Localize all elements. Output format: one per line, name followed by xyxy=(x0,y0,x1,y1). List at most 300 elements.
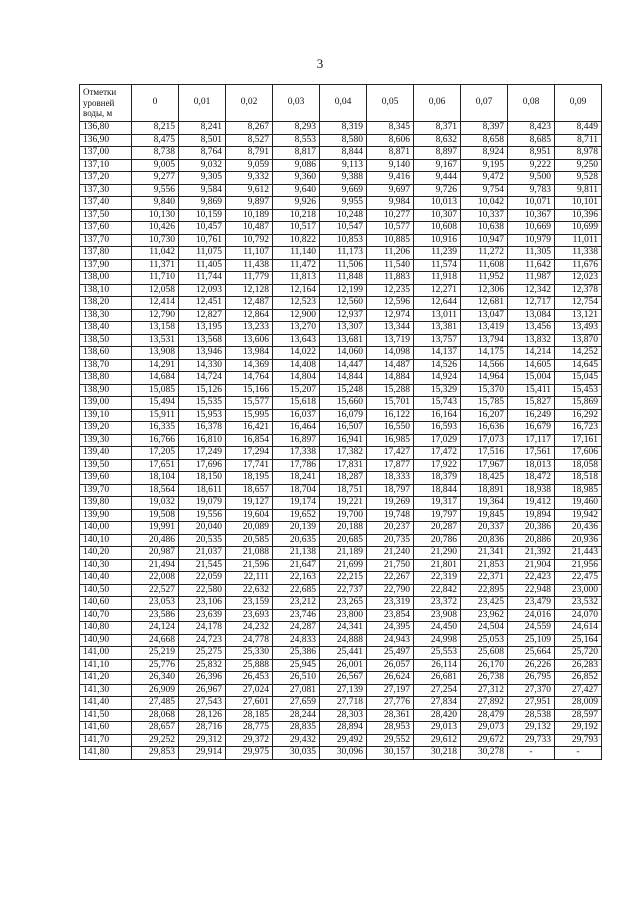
volume-cell: 17,922 xyxy=(414,459,461,472)
table-row xyxy=(80,297,602,310)
volume-cell: 24,178 xyxy=(179,622,226,635)
volume-cell: 20,337 xyxy=(461,522,508,535)
volume-cell: 23,425 xyxy=(461,597,508,610)
volume-cell: 29,612 xyxy=(414,734,461,747)
volume-cell: 29,252 xyxy=(132,734,179,747)
table-row xyxy=(80,384,602,397)
volume-cell: 15,126 xyxy=(179,384,226,397)
volume-cell: 10,761 xyxy=(179,234,226,247)
volume-cell: 9,669 xyxy=(320,184,367,197)
table-row xyxy=(80,359,602,372)
volume-cell: 22,527 xyxy=(132,584,179,597)
volume-cell: 8,632 xyxy=(414,134,461,147)
volume-cell: 13,719 xyxy=(367,334,414,347)
volume-cell: 26,114 xyxy=(414,659,461,672)
volume-cell: 13,568 xyxy=(179,334,226,347)
volume-cell: 17,427 xyxy=(367,447,414,460)
volume-cell: 28,244 xyxy=(273,709,320,722)
volume-cell: 23,962 xyxy=(461,609,508,622)
volume-cell: 29,312 xyxy=(179,734,226,747)
table-row xyxy=(80,122,602,135)
volume-cell: 11,642 xyxy=(508,259,555,272)
volume-cell: 8,449 xyxy=(555,122,602,135)
volume-cell: 21,956 xyxy=(555,559,602,572)
column-header: 0,09 xyxy=(555,85,602,122)
volume-cell: 21,699 xyxy=(320,559,367,572)
level-cell: 138,40 xyxy=(80,322,132,335)
level-cell: 138,80 xyxy=(80,372,132,385)
volume-cell: 9,640 xyxy=(273,184,320,197)
volume-cell: 29,073 xyxy=(461,722,508,735)
volume-cell: 18,938 xyxy=(508,484,555,497)
volume-cell: 15,869 xyxy=(555,397,602,410)
level-cell: 141,60 xyxy=(80,722,132,735)
table-row xyxy=(80,284,602,297)
volume-cell: 29,552 xyxy=(367,734,414,747)
volume-cell: 12,093 xyxy=(179,284,226,297)
volume-cell: 8,764 xyxy=(179,147,226,160)
volume-cell: 30,278 xyxy=(461,747,508,760)
volume-cell: 27,139 xyxy=(320,684,367,697)
volume-cell: 8,606 xyxy=(367,134,414,147)
volume-cell: 17,117 xyxy=(508,434,555,447)
volume-cell: 13,344 xyxy=(367,322,414,335)
table-row xyxy=(80,709,602,722)
volume-cell: 9,840 xyxy=(132,197,179,210)
volume-cell: 23,372 xyxy=(414,597,461,610)
volume-cell: 8,897 xyxy=(414,147,461,160)
volume-cell: 15,045 xyxy=(555,372,602,385)
volume-cell: 16,636 xyxy=(461,422,508,435)
volume-cell: 14,060 xyxy=(320,347,367,360)
volume-cell: 9,195 xyxy=(461,159,508,172)
volume-cell: 15,494 xyxy=(132,397,179,410)
volume-cell: 30,157 xyxy=(367,747,414,760)
volume-cell: 18,013 xyxy=(508,459,555,472)
level-cell: 141,20 xyxy=(80,672,132,685)
volume-cell: 27,601 xyxy=(226,697,273,710)
volume-cell: 9,783 xyxy=(508,184,555,197)
volume-cell: 15,660 xyxy=(320,397,367,410)
column-header: 0,08 xyxy=(508,85,555,122)
volume-cell: 26,283 xyxy=(555,659,602,672)
volume-cell: 22,842 xyxy=(414,584,461,597)
volume-cell: 12,681 xyxy=(461,297,508,310)
volume-cell: 15,995 xyxy=(226,409,273,422)
volume-cell: 22,685 xyxy=(273,584,320,597)
level-cell: 137,30 xyxy=(80,184,132,197)
volume-cell: 29,492 xyxy=(320,734,367,747)
volume-cell: 10,669 xyxy=(508,222,555,235)
volume-cell: 9,869 xyxy=(179,197,226,210)
volume-cell: 9,897 xyxy=(226,197,273,210)
volume-cell: 27,718 xyxy=(320,697,367,710)
volume-cell: 23,159 xyxy=(226,597,273,610)
volume-cell: 9,113 xyxy=(320,159,367,172)
volume-cell: 13,233 xyxy=(226,322,273,335)
volume-cell: 26,624 xyxy=(367,672,414,685)
volume-cell: 10,577 xyxy=(367,222,414,235)
volume-cell: 12,235 xyxy=(367,284,414,297)
volume-cell: 9,032 xyxy=(179,159,226,172)
volume-cell: 19,127 xyxy=(226,497,273,510)
level-cell: 140,40 xyxy=(80,572,132,585)
volume-cell: 14,252 xyxy=(555,347,602,360)
table-row xyxy=(80,734,602,747)
volume-cell: 18,751 xyxy=(320,484,367,497)
volume-cell: 15,785 xyxy=(461,397,508,410)
volume-cell: - xyxy=(508,747,555,760)
level-cell: 139,10 xyxy=(80,409,132,422)
volume-cell: 13,606 xyxy=(226,334,273,347)
volume-cell: 11,952 xyxy=(461,272,508,285)
volume-cell: 12,058 xyxy=(132,284,179,297)
volume-cell: 24,016 xyxy=(508,609,555,622)
volume-cell: 21,392 xyxy=(508,547,555,560)
volume-cell: 16,941 xyxy=(320,434,367,447)
volume-cell: 27,427 xyxy=(555,684,602,697)
volume-cell: 9,697 xyxy=(367,184,414,197)
volume-cell: 12,271 xyxy=(414,284,461,297)
volume-cell: 13,794 xyxy=(461,334,508,347)
volume-cell: 28,538 xyxy=(508,709,555,722)
volume-cell: 13,011 xyxy=(414,309,461,322)
level-cell: 138,20 xyxy=(80,297,132,310)
volume-cell: 9,754 xyxy=(461,184,508,197)
table-row xyxy=(80,409,602,422)
volume-cell: 27,370 xyxy=(508,684,555,697)
volume-cell: 15,329 xyxy=(414,384,461,397)
volume-cell: 19,652 xyxy=(273,509,320,522)
volume-cell: 9,528 xyxy=(555,172,602,185)
volume-cell: 18,657 xyxy=(226,484,273,497)
volume-cell: 10,130 xyxy=(132,209,179,222)
column-header: 0,02 xyxy=(226,85,273,122)
volume-cell: 21,290 xyxy=(414,547,461,560)
volume-cell: 14,330 xyxy=(179,359,226,372)
volume-cell: 12,560 xyxy=(320,297,367,310)
volume-cell: 27,776 xyxy=(367,697,414,710)
volume-cell: 10,013 xyxy=(414,197,461,210)
volume-cell: 25,776 xyxy=(132,659,179,672)
volume-cell: 15,453 xyxy=(555,384,602,397)
volume-cell: 25,330 xyxy=(226,647,273,660)
volume-cell: 22,059 xyxy=(179,572,226,585)
volume-cell: 20,139 xyxy=(273,522,320,535)
volume-cell: 16,723 xyxy=(555,422,602,435)
level-cell: 141,40 xyxy=(80,697,132,710)
volume-cell: 28,894 xyxy=(320,722,367,735)
volume-cell: 22,163 xyxy=(273,572,320,585)
table-row xyxy=(80,597,602,610)
volume-cell: 10,853 xyxy=(320,234,367,247)
volume-cell: 23,212 xyxy=(273,597,320,610)
table-row xyxy=(80,472,602,485)
level-cell: 141,80 xyxy=(80,747,132,760)
volume-cell: 11,540 xyxy=(367,259,414,272)
volume-cell: 21,189 xyxy=(320,547,367,560)
volume-cell: 26,396 xyxy=(179,672,226,685)
volume-cell: 18,704 xyxy=(273,484,320,497)
volume-cell: 24,070 xyxy=(555,609,602,622)
volume-cell: 27,081 xyxy=(273,684,320,697)
volume-cell: 8,951 xyxy=(508,147,555,160)
volume-cell: 25,553 xyxy=(414,647,461,660)
column-header: 0,06 xyxy=(414,85,461,122)
volume-cell: 16,854 xyxy=(226,434,273,447)
level-cell: 141,10 xyxy=(80,659,132,672)
volume-cell: 18,058 xyxy=(555,459,602,472)
volume-cell: 10,792 xyxy=(226,234,273,247)
volume-cell: 28,126 xyxy=(179,709,226,722)
volume-cell: 12,827 xyxy=(179,309,226,322)
volume-cell: 13,908 xyxy=(132,347,179,360)
level-cell: 138,50 xyxy=(80,334,132,347)
volume-cell: 27,659 xyxy=(273,697,320,710)
volume-cell: 9,250 xyxy=(555,159,602,172)
volume-cell: 13,946 xyxy=(179,347,226,360)
volume-cell: 11,813 xyxy=(273,272,320,285)
volume-cell: 20,188 xyxy=(320,522,367,535)
volume-cell: 10,822 xyxy=(273,234,320,247)
volume-cell: 9,388 xyxy=(320,172,367,185)
table-row xyxy=(80,209,602,222)
table-row xyxy=(80,184,602,197)
volume-cell: 11,042 xyxy=(132,247,179,260)
volume-cell: 11,107 xyxy=(226,247,273,260)
volume-cell: 9,277 xyxy=(132,172,179,185)
volume-cell: 20,635 xyxy=(273,534,320,547)
volume-cell: 8,319 xyxy=(320,122,367,135)
volume-cell: 11,371 xyxy=(132,259,179,272)
volume-cell: 25,386 xyxy=(273,647,320,660)
volume-cell: 9,086 xyxy=(273,159,320,172)
volume-cell: 28,185 xyxy=(226,709,273,722)
volume-cell: 15,166 xyxy=(226,384,273,397)
volume-cell: 17,606 xyxy=(555,447,602,460)
volume-cell: 24,778 xyxy=(226,634,273,647)
column-header: 0,01 xyxy=(179,85,226,122)
volume-cell: 26,170 xyxy=(461,659,508,672)
column-header-level: Отметки уровней воды, м xyxy=(80,85,132,122)
level-cell: 137,90 xyxy=(80,259,132,272)
volume-cell: 21,443 xyxy=(555,547,602,560)
volume-cell: 9,472 xyxy=(461,172,508,185)
volume-cell: 9,416 xyxy=(367,172,414,185)
table-row xyxy=(80,134,602,147)
volume-cell: - xyxy=(555,747,602,760)
volume-cell: 15,411 xyxy=(508,384,555,397)
volume-cell: 10,307 xyxy=(414,209,461,222)
volume-cell: 13,643 xyxy=(273,334,320,347)
volume-cell: 17,029 xyxy=(414,434,461,447)
volume-cell: 23,265 xyxy=(320,597,367,610)
volume-cell: 18,797 xyxy=(367,484,414,497)
volume-cell: 20,040 xyxy=(179,522,226,535)
volume-cell: 19,700 xyxy=(320,509,367,522)
volume-cell: 15,085 xyxy=(132,384,179,397)
volume-cell: 18,891 xyxy=(461,484,508,497)
volume-cell: 10,426 xyxy=(132,222,179,235)
volume-cell: 16,679 xyxy=(508,422,555,435)
volume-cell: 18,611 xyxy=(179,484,226,497)
volume-cell: 21,596 xyxy=(226,559,273,572)
volume-cell: 22,580 xyxy=(179,584,226,597)
volume-cell: 10,396 xyxy=(555,209,602,222)
volume-cell: 12,523 xyxy=(273,297,320,310)
volume-cell: 23,586 xyxy=(132,609,179,622)
volume-cell: 21,750 xyxy=(367,559,414,572)
volume-cell: 10,885 xyxy=(367,234,414,247)
volume-cell: 13,195 xyxy=(179,322,226,335)
table-row xyxy=(80,622,602,635)
volume-cell: 16,593 xyxy=(414,422,461,435)
level-cell: 137,50 xyxy=(80,209,132,222)
volume-cell: 13,381 xyxy=(414,322,461,335)
volume-cell: 13,270 xyxy=(273,322,320,335)
volume-cell: 15,577 xyxy=(226,397,273,410)
volume-cell: 23,693 xyxy=(226,609,273,622)
volume-cell: 28,835 xyxy=(273,722,320,735)
volume-cell: 20,735 xyxy=(367,534,414,547)
level-cell: 139,80 xyxy=(80,497,132,510)
volume-cell: 23,106 xyxy=(179,597,226,610)
volume-cell: 14,804 xyxy=(273,372,320,385)
volume-cell: 10,457 xyxy=(179,222,226,235)
volume-cell: 22,475 xyxy=(555,572,602,585)
volume-cell: 10,916 xyxy=(414,234,461,247)
volume-cell: 10,730 xyxy=(132,234,179,247)
volume-cell: 18,333 xyxy=(367,472,414,485)
volume-cell: 20,886 xyxy=(508,534,555,547)
volume-cell: 14,175 xyxy=(461,347,508,360)
table-row xyxy=(80,334,602,347)
volume-cell: 17,472 xyxy=(414,447,461,460)
volume-cell: 28,479 xyxy=(461,709,508,722)
level-cell: 141,70 xyxy=(80,734,132,747)
table-row xyxy=(80,147,602,160)
volume-cell: 11,140 xyxy=(273,247,320,260)
volume-cell: 12,451 xyxy=(179,297,226,310)
volume-cell: 13,493 xyxy=(555,322,602,335)
volume-cell: 19,364 xyxy=(461,497,508,510)
volume-cell: 8,423 xyxy=(508,122,555,135)
volume-cell: 11,574 xyxy=(414,259,461,272)
volume-cell: 10,979 xyxy=(508,234,555,247)
table-row xyxy=(80,584,602,597)
volume-cell: 19,845 xyxy=(461,509,508,522)
volume-cell: 11,987 xyxy=(508,272,555,285)
volume-cell: 14,369 xyxy=(226,359,273,372)
volume-cell: 8,871 xyxy=(367,147,414,160)
volume-cell: 17,205 xyxy=(132,447,179,460)
volume-cell: 23,000 xyxy=(555,584,602,597)
level-cell: 137,10 xyxy=(80,159,132,172)
table-row xyxy=(80,572,602,585)
volume-cell: 9,955 xyxy=(320,197,367,210)
volume-cell: 22,790 xyxy=(367,584,414,597)
volume-cell: 25,275 xyxy=(179,647,226,660)
volume-cell: 10,337 xyxy=(461,209,508,222)
volume-cell: 24,559 xyxy=(508,622,555,635)
volume-cell: 14,605 xyxy=(508,359,555,372)
volume-cell: 10,367 xyxy=(508,209,555,222)
volume-cell: 30,218 xyxy=(414,747,461,760)
volume-cell: 11,710 xyxy=(132,272,179,285)
table-row xyxy=(80,609,602,622)
volume-cell: 26,909 xyxy=(132,684,179,697)
volume-cell: 14,098 xyxy=(367,347,414,360)
volume-cell: 22,008 xyxy=(132,572,179,585)
volume-cell: 29,975 xyxy=(226,747,273,760)
table-row xyxy=(80,234,602,247)
volume-cell: 19,221 xyxy=(320,497,367,510)
volume-cell: 13,832 xyxy=(508,334,555,347)
volume-cell: 19,604 xyxy=(226,509,273,522)
volume-cell: 24,998 xyxy=(414,634,461,647)
volume-cell: 8,553 xyxy=(273,134,320,147)
volume-cell: 28,303 xyxy=(320,709,367,722)
volume-cell: 8,738 xyxy=(132,147,179,160)
table-row xyxy=(80,159,602,172)
volume-cell: 17,831 xyxy=(320,459,367,472)
volume-cell: 9,222 xyxy=(508,159,555,172)
table-row xyxy=(80,322,602,335)
volume-cell: 29,372 xyxy=(226,734,273,747)
column-header: 0,04 xyxy=(320,85,367,122)
volume-cell: 20,585 xyxy=(226,534,273,547)
volume-cell: 11,239 xyxy=(414,247,461,260)
volume-cell: 18,150 xyxy=(179,472,226,485)
volume-cell: 24,287 xyxy=(273,622,320,635)
volume-cell: 14,408 xyxy=(273,359,320,372)
volume-cell: 22,215 xyxy=(320,572,367,585)
volume-cell: 28,009 xyxy=(555,697,602,710)
volume-cell: 22,319 xyxy=(414,572,461,585)
table-row xyxy=(80,722,602,735)
volume-cell: 20,287 xyxy=(414,522,461,535)
volume-cell: 12,864 xyxy=(226,309,273,322)
volume-cell: 18,104 xyxy=(132,472,179,485)
volume-cell: 13,984 xyxy=(226,347,273,360)
volume-cell: 29,672 xyxy=(461,734,508,747)
volume-cell: 10,277 xyxy=(367,209,414,222)
volume-cell: 27,485 xyxy=(132,697,179,710)
table-row xyxy=(80,372,602,385)
volume-cell: 9,360 xyxy=(273,172,320,185)
volume-cell: 11,883 xyxy=(367,272,414,285)
volume-cell: 20,987 xyxy=(132,547,179,560)
volume-cell: 15,911 xyxy=(132,409,179,422)
volume-cell: 18,844 xyxy=(414,484,461,497)
volume-cell: 10,159 xyxy=(179,209,226,222)
volume-cell: 24,450 xyxy=(414,622,461,635)
volume-cell: 25,053 xyxy=(461,634,508,647)
volume-cell: 19,079 xyxy=(179,497,226,510)
volume-cell: 8,267 xyxy=(226,122,273,135)
level-cell: 137,40 xyxy=(80,197,132,210)
volume-cell: 12,306 xyxy=(461,284,508,297)
volume-cell: 9,612 xyxy=(226,184,273,197)
table-row xyxy=(80,497,602,510)
volume-cell: 20,936 xyxy=(555,534,602,547)
volume-cell: 10,699 xyxy=(555,222,602,235)
volume-cell: 13,456 xyxy=(508,322,555,335)
volume-cell: 14,884 xyxy=(367,372,414,385)
volume-cell: 9,811 xyxy=(555,184,602,197)
volume-cell: 29,853 xyxy=(132,747,179,760)
volume-cell: 24,668 xyxy=(132,634,179,647)
